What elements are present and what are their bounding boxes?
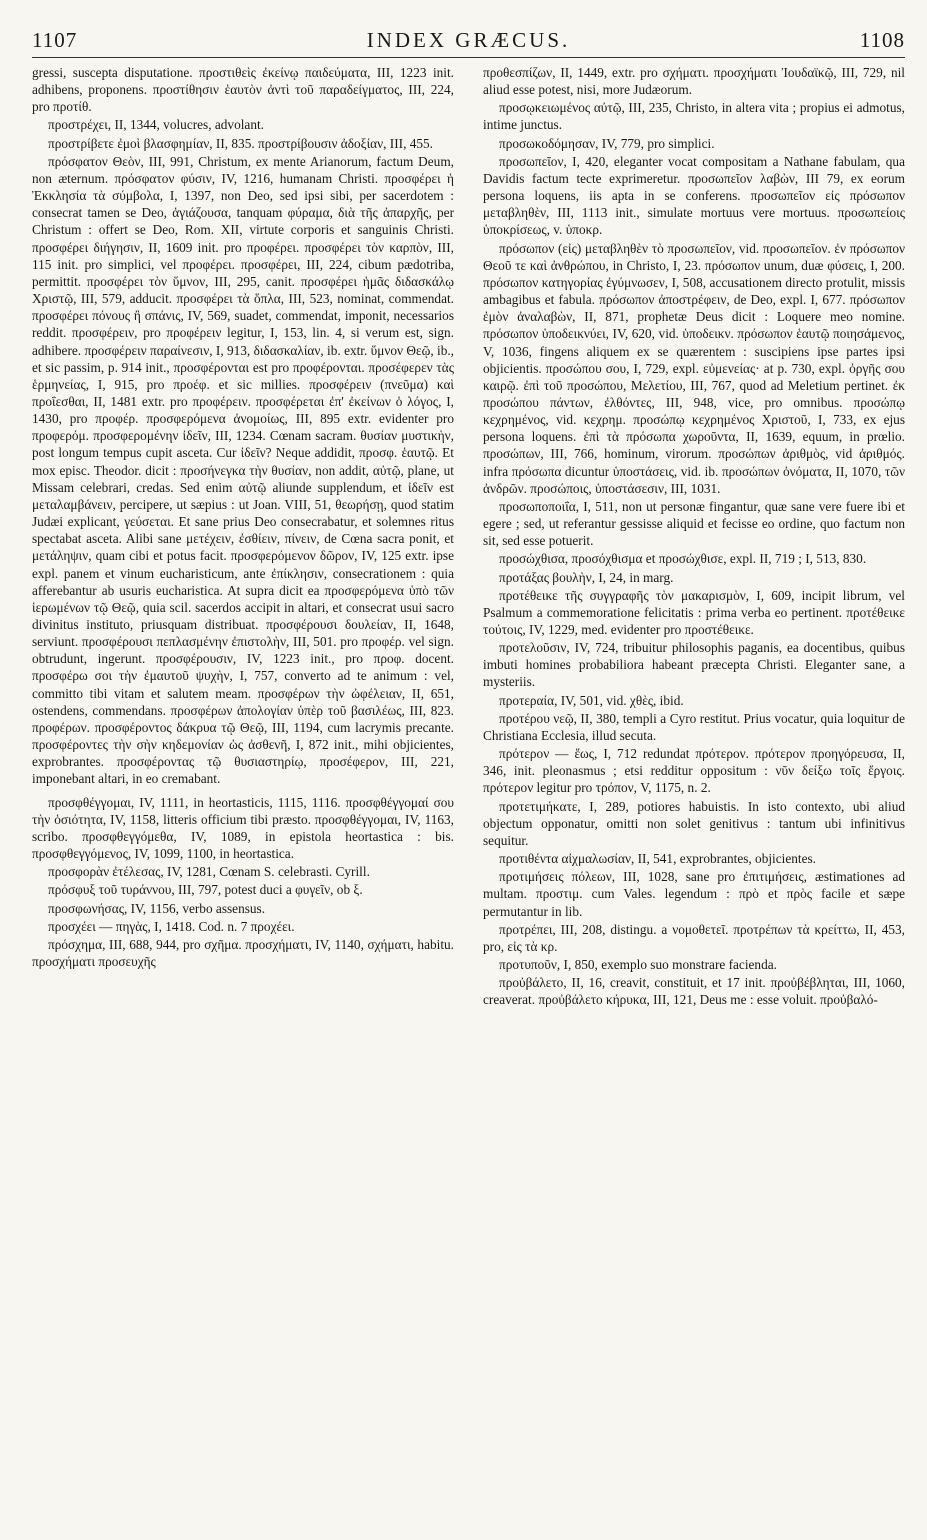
index-entry: προτετιμήκατε, I, 289, potiores habuistis. In isto contexto, ubi aliud objectum opponatur, omitti non solet genitivus : tantum ubi infinitivus sequitur. [483, 798, 905, 848]
right-page-number: 1108 [859, 28, 905, 52]
left-page-number: 1107 [32, 28, 78, 52]
right-column [483, 64, 905, 1009]
index-entry: προτυποῦν, I, 850, exemplo suo monstrare facienda. [499, 956, 777, 972]
index-entry: προσῳκειωμένος αὐτῷ, III, 235, Christo, in altera vita ; propius ei admotus, intime junctus. [483, 100, 905, 133]
index-entry: προστρέχει, II, 1344, volucres, advolant. [48, 117, 264, 133]
index-entry: προτέθεικε τῆς συγγραφῆς τὸν μακαρισμὸν, I, 609, incipit librum, vel Psalmum a commemoratione felicitatis : prima verba eo pertinent. προτέθεικε τούτοις, IV, 1229, med. evidenter pro προστέθεικε. [483, 587, 905, 637]
index-entry: προσώχθισα, προσόχθισμα et προσώχθισε, expl. II, 719 ; I, 513, 830. [499, 551, 867, 567]
index-entry: προτεραία, IV, 501, vid. χθὲς, ibid. [499, 692, 684, 708]
index-entry: προτάξας βουλὴν, I, 24, in marg. [499, 569, 674, 585]
index-entry: πρόσφυξ τοῦ τυράννου, III, 797, potest duci a φυγεῖν, ob ξ. [48, 882, 363, 898]
index-entry: προσφωνήσας, IV, 1156, verbo assensus. [48, 900, 266, 916]
index-entry: πρόσχημα, III, 688, 944, pro σχῆμα. προσχήματι, IV, 1140, σχήματι, habitu. προσχήματι προσευχῆς [32, 936, 454, 969]
index-entry: προτιμήσεις πόλεων, III, 1028, sane pro ἐπιτιμήσεις, æstimationes ad multam. προστιμ. cum Vales. legendum : πρὸ et πρὸς facile et sæpe permutantur in lib. [483, 869, 905, 919]
left-column [32, 64, 454, 1009]
index-entry: προτρέπει, III, 208, distingu. a νομοθετεῖ. προτρέπων τὰ κρείττω, II, 453, pro, εἰς τὰ κρ. [483, 921, 905, 954]
index-entry: προσφθέγγομαι, IV, 1111, in heortasticis, 1115, 1116. προσφθέγγομαί σου τὴν ὁσιότητα, IV, 1158, litteris officium tibi præsto. προσφθέγγομαι, IV, 1163, scribo. προσφθεγγόμεθα, IV, 1089, in epistola heortastica : bis. προσφθεγγόμενος, IV, 1099, 1100, in heortastica. [32, 794, 454, 862]
index-entry: προὐβάλετο, II, 16, creavit, constituit, et 17 init. προὐβέβληται, III, 1060, creaverat. προὐβάλετο κήρυκα, III, 121, Deus me : esse voluit. προὐβαλό- [483, 975, 905, 1008]
index-entry: πρότερον — ἕως, I, 712 redundat πρότερον. πρότερον προηγόρευσα, II, 346, init. pleonasmus ; etsi redditur oppositum : νῦν δείξω τοῖς ἔργοις. πρότερον legitur pro τρόπον, V, 1175, n. 2. [483, 746, 905, 796]
index-entry: προστρίβετε ἐμοὶ βλασφημίαν, II, 835. προστρίβουσιν ἀδοξίαν, III, 455. [48, 135, 434, 151]
index-entry: προτέρου νεῷ, II, 380, templi a Cyro restitut. Prius vocatur, quia loquitur de Christiana Ecclesia, illud secuta. [483, 710, 905, 743]
running-head [32, 28, 905, 58]
index-entry: προσωποποιΐα, I, 511, non ut personæ fingantur, quæ sane vere fuere ibi et egere ; sed, ut referantur gessisse aliquid et fecisse eo ordine, quo factum non sit, sed esse potuerit. [483, 498, 905, 549]
index-entry: προτιθέντα αἰχμαλωσίαν, II, 541, exprobrantes, objicientes. [499, 851, 816, 867]
index-entry: προτελοῦσιν, IV, 724, tribuitur philosophis paganis, ea docentibus, quibus imbuti homines probabiliora habeant præcepta Christi. Eleganter sane, a mysteriis. [483, 640, 905, 690]
index-entry: πρόσφατον Θεὸν, III, 991, Christum, ex mente Arianorum, factum Deum, non æternum. πρόσφατον φύσιν, IV, 1216, humanam Christi. προσφέρει ἡ Ἐκκλησία τὰ σύμβολα, I, 1397, non Deo, sed ipsi sibi, per sacerdotem : consecrat tamen se Deo, ἁγιάζουσα, tanquam φύραμα, διὰ τῆς ἀπαρχῆς, per Christum : offert se Deo, Rom. XII, virtute corporis et sanguinis Christi. προσφέρει διήγησιν, II, 1609 init. pro προφέρει. προσφέρει τὸν καρπὸν, III, 115 init. pro simplici, vel προφέρει. προσφέρει, III, 224, cibum pædotriba, permittit. προσφέρει τὸν ὕμνον, III, 295, canit. προσφέρει ἡμᾶς διδασκάλῳ Χριστῷ, III, 579, adducit. προσφέρει τὰ ὅπλα, III, 523, nominat, commendat. προσφέρει πόνους ἢ σπάνις, IV, 569, suadet, commendat, imponit, necessarios reddit. προσφέρειν, pro προφέρειν legitur, I, 153, lin. 4, si verum est, sign. adhibere. προσφέρειν παραίνεσιν, I, 913, διδασκαλίαν, ib. extr. ὕμνον Θεῷ, ib., et sic passim, p. 914 init., προσφέρονται est pro προφέρονται. προσέφερεν τὰς ἑρμηνείας, I, 915, pro προέφ. et sic millies. προσφέρειν (πνεῦμα) καὶ προΐεσθαι, II, 1481 extr. pro προφέρειν. προσφέρεται ἐπ' ἐκείνων ὁ λόγος, I, 1430, pro προφέρ. προσφερόμενα ἀνομοίως, III, 895 extr. evidenter pro προφερόμ. προσφερομένην ἰδεῖν, III, 1234. Cœnam sacram. θυσίαν μυστικὴν, post longum tempus cupit asceta. Cur ἰδεῖν? Neque addidit, προσφ. ἑαυτῷ. Et mox episc. Theodor. dicit : προσήνεγκα τὴν θυσίαν, non addit, αὐτῷ, plane, ut Missam celebrari, credas. Sed enim αὐτῷ aliunde supplendum, et ἰδεῖν est μεταλαμβάνειν, percipere, ut sæpius : ut Joan. VIII, 51, θεωρήσῃ, quod statim Judæi explicant, γεύσεται. Et sane prius Deo consecrabatur, et solemnes ritus spectabat asceta. Alibi sane μετέχειν, ἐσθίειν, πίνειν, de Cœna sacra ponit, et μετάληψιν, quam cibi et potus facit. προσφερόμενον δῶρον, IV, 125 extr. ipse expl. panem et vinum eucharisticum, ante ἐπίκλησιν, consecrationem : quia afferebantur ab usuris eucharistica. At supra dicit ea προσφερόμενα ὑπὸ τῶν ἱερωμένων τῷ Θεῷ, quia scil. sacerdos accipit in altari, et consecrat usui sacro divinitus instituto, priusquam distribuat. προσφέρουσι δουλείαν, II, 1648, serviunt. προσφέρουσι πεπλασμένην ἐπιστολὴν, III, 501. pro προφέρ. vel sign. obtrudunt, ingerunt. προσφέρουσιν, IV, 1223 init., pro προφ. docent. προσφέρω σοι τὴν ἐμαυτοῦ ψυχὴν, I, 757, converto ad te animum : vel, committo tibi vitam et salutem meam. προσφέρων τὴν ὠφέλειαν, II, 651, ostendens, commendans. προσφέρων ἀπολογίαν ὑπὲρ τοῦ βασιλέως, III, 823. προφέρων. προσφέροντος δάκρυα τῷ Θεῷ, III, 1194, cum lacrymis precante. προσφέροντες τὴν σὴν κηδεμονίαν ὡς ἀσθενῆ, I, 872 init., mihi objicientes, exprobrantes. προσφέροντας τῷ θυσιαστηρίῳ, προσέφερον, III, 221, imponebant altari, in eo cremabant. [32, 153, 454, 787]
index-entry: προθεσπίζων, II, 1449, extr. pro σχήματι. προσχήματι Ἰουδαϊκῷ, III, 729, nil aliud esse potest, nisi, more Judæorum. [483, 65, 905, 98]
index-entry: gressi, suscepta disputatione. προστιθεὶς ἐκείνῳ παιδεύματα, III, 1223 init. adhibens, proponens. προστίθησιν ἑαυτὸν ἀντὶ τοῦ παραδείγματος, III, 224, pro προτίθ. [32, 65, 454, 115]
index-entry: προσφορὰν ἐτέλεσας, IV, 1281, Cœnam S. celebrasti. Cyrill. [48, 864, 370, 880]
index-entry: προσχέει — πηγὰς, I, 1418. Cod. n. 7 προχέει. [48, 918, 295, 934]
index-entry: πρόσωπον (εἰς) μεταβληθὲν τὸ προσωπεῖον, vid. προσωπεῖον. ἐν πρόσωπον Θεοῦ τε καὶ ἀνθρώπου, in Christo, I, 23. πρόσωπον unum, duæ φύσεις, I, 200. πρόσωπον κατηγορίας ἐγύμνωσεν, I, 508, accusationem directo protulit, missis ambagibus et fabula. πρόσωπον ἀποστρέφειν, de Deo, expl. I, 677. πρόσωπον ἐμὸν ἀναλαβὼν, II, 871, prophetæ Deus dicit : Loquere meo nomine. πρόσωπον ὑποδεικνύει, IV, 620, vid. ὑποδεικν. πρόσωπον ἑαυτῷ ποιησάμενος, V, 1036, fingens aliquem ex se quærentem : suscipiens ipse partes ipsi objicientis. προσώπου σου, I, 729, expl. εὐμενείας· at p. 730, expl. ὀργῆς σου καιρῷ. ἐπὶ τοῦ προσώπου, Μελετίου, III, 767, quod ad Meletium pertinet. ἐκ προσώπου πάντων, ἐλθόντες, III, 948, vice, pro omnibus. προσώπῳ κεχρημένος, vid. κεχρημ. προσώπῳ κεχρημένος Χριστοῦ, I, 733, ex ejus persona loquens. ἐπὶ τὰ πρόσωπα χωροῦντα, II, 1639, equum, in prœlio. προσώπων, III, 766, hominum, virorum. προσώπων ἀριθμὸς, vid ἀριθμός. infra πρόσωπα dicuntur ὑποστάσεις, vid. ib. προσώπων ὀνόματα, II, 1070, τῶν ἀνδρῶν. προσώποις, ὑποστάσεσιν, III, 1031. [483, 240, 905, 496]
page-title: INDEX GRÆCUS. [366, 28, 571, 52]
index-entry: προσωκοδόμησαν, IV, 779, pro simplici. [499, 135, 715, 151]
two-column-body [32, 64, 905, 1009]
index-entry: προσωπεῖον, I, 420, eleganter vocat compositam a Nathane fabulam, qua Davidis factum tecte exprimeretur. προσωπεῖον λαβὼν, III 79, ex eorum persona loquens, iis apta in se conferens. προσωπεῖον εἰς πρόσωπον μεταβληθὲν, III, 1113 init., simulate mortuus vere mortuus. προσωπείοις ὑποκρίσεως, v. ὑποκρ. [483, 153, 905, 238]
